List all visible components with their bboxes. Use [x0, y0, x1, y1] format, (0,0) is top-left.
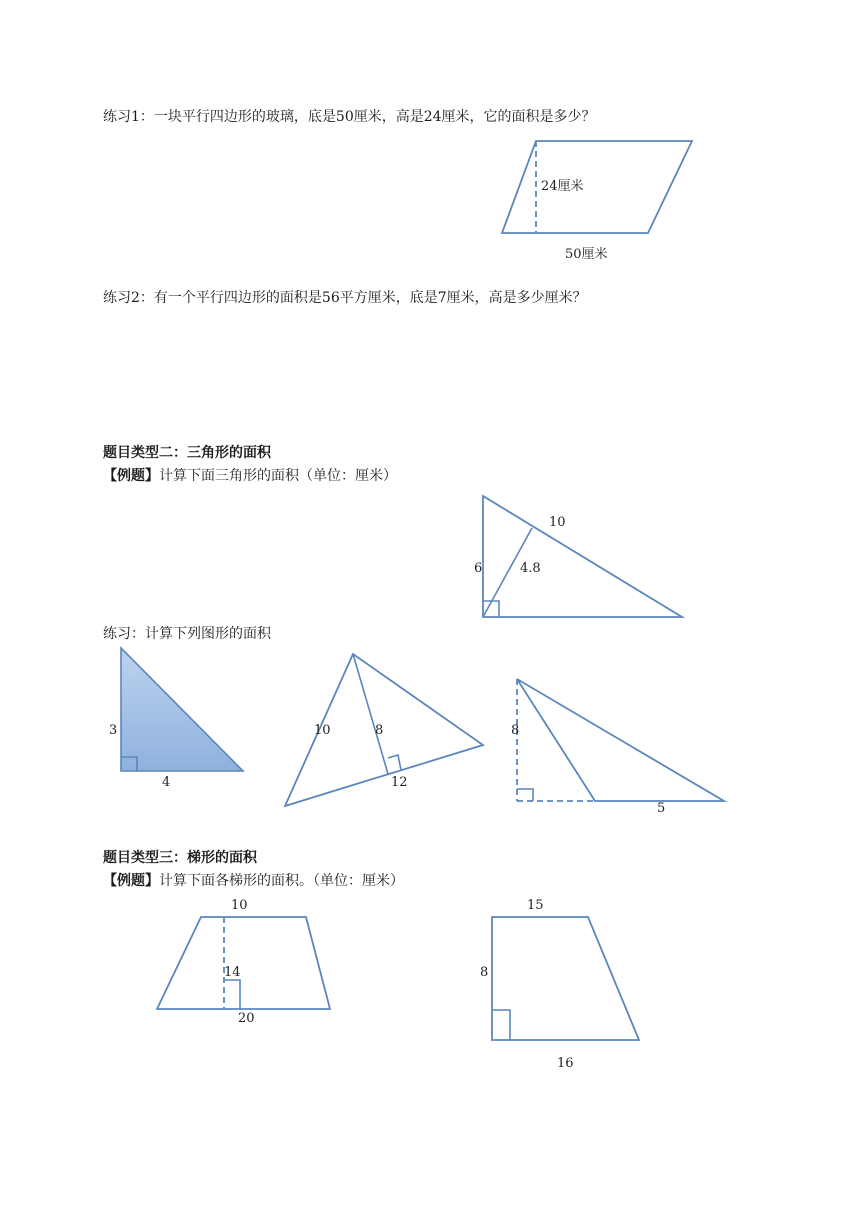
- bottom-label: 16: [557, 1056, 574, 1071]
- right-angle-mark: [224, 980, 240, 1009]
- trapezoid-2: [480, 898, 639, 1071]
- height-label: 14: [224, 965, 241, 980]
- filled-triangle-shape: [121, 648, 243, 771]
- trapezoid-shape: [157, 917, 330, 1009]
- parallelogram-figure: [502, 141, 692, 262]
- base-label: 50厘米: [565, 247, 608, 262]
- exercise-2-text: 练习2：有一个平行四边形的面积是56平方厘米，底是7厘米，高是多少厘米？: [103, 290, 587, 306]
- parallelogram-shape: [502, 141, 692, 233]
- example-text: 计算下面三角形的面积（单位：厘米）: [159, 468, 397, 484]
- example-bracket: 【例题】: [103, 468, 159, 484]
- triangle-shape: [517, 679, 724, 801]
- height-label: 8: [511, 723, 520, 738]
- practice-triangle-2: [285, 654, 483, 806]
- height-label: 8: [375, 723, 384, 738]
- right-angle-mark: [388, 755, 401, 770]
- example-text: 计算下面各梯形的面积。（单位：厘米）: [159, 873, 404, 889]
- altitude-label: 4.8: [520, 561, 541, 576]
- altitude-line: [353, 654, 388, 774]
- hypotenuse-label: 10: [549, 515, 566, 530]
- example-bracket: 【例题】: [103, 873, 159, 889]
- practice-triangle-1: [109, 648, 243, 790]
- trapezoid-1: [157, 898, 330, 1026]
- exercise-1-text: 练习1：一块平行四边形的玻璃，底是50厘米，高是24厘米，它的面积是多少？: [103, 109, 596, 125]
- bottom-label: 20: [238, 1011, 255, 1026]
- height-label: 3: [109, 723, 118, 738]
- example-triangle-shape: [483, 496, 682, 617]
- leg-label: 6: [474, 561, 483, 576]
- trapezoid-shape: [492, 917, 639, 1040]
- base-label: 5: [657, 801, 666, 816]
- height-label: 8: [480, 965, 489, 980]
- base-label: 4: [162, 775, 171, 790]
- practice-triangle-3: [511, 679, 724, 816]
- section-3-title: 题目类型三：梯形的面积: [103, 850, 257, 866]
- side-label: 10: [314, 723, 331, 738]
- base-label: 12: [391, 775, 408, 790]
- right-angle-mark: [492, 1010, 510, 1040]
- height-label: 24厘米: [541, 179, 584, 194]
- section-2-title: 题目类型二：三角形的面积: [103, 445, 271, 461]
- practice-text: 练习：计算下列图形的面积: [103, 626, 271, 642]
- top-label: 10: [231, 898, 248, 913]
- example-triangle-figure: [474, 496, 682, 617]
- top-label: 15: [527, 898, 544, 913]
- right-angle-mark: [517, 789, 533, 801]
